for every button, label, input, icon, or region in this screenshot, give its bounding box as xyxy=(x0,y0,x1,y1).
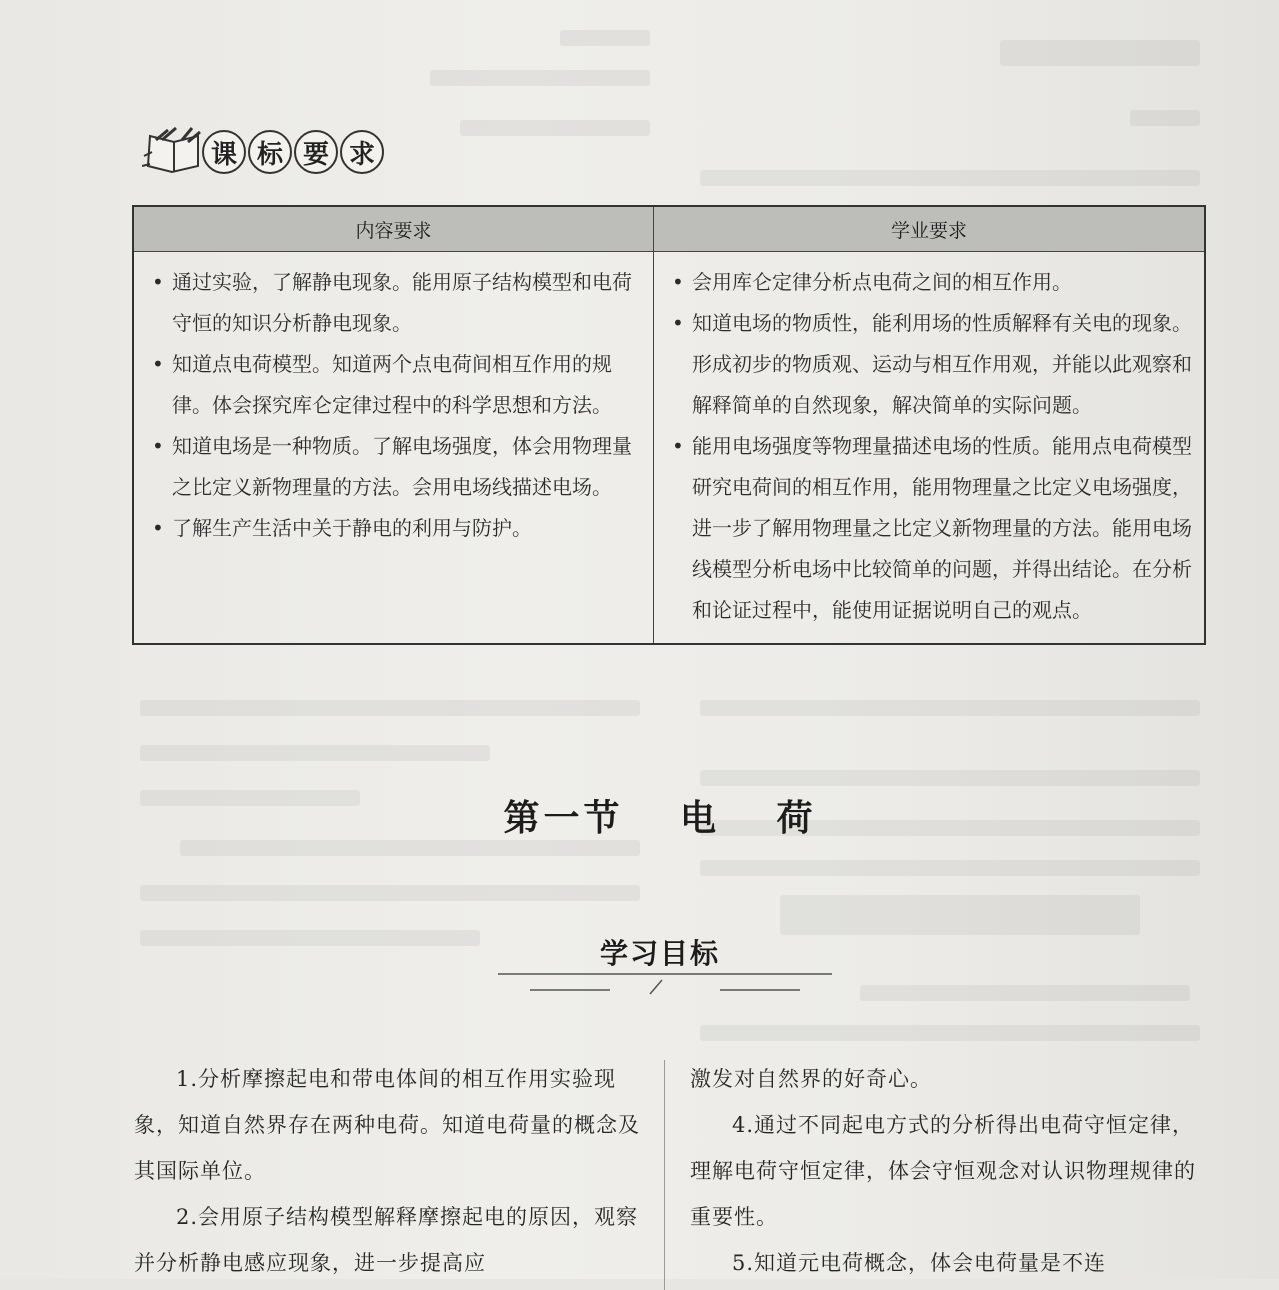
bleed-through-mark xyxy=(700,770,1200,786)
bleed-through-mark xyxy=(430,70,650,86)
bleed-through-mark xyxy=(700,1025,1200,1041)
list-item xyxy=(672,426,1192,631)
title-underline-decoration xyxy=(490,968,840,998)
list-item xyxy=(672,262,1192,303)
academic-requirements-cell xyxy=(654,252,1206,645)
column-divider xyxy=(664,1060,665,1290)
section-title: 第一节 电 荷 xyxy=(503,798,817,839)
header-char: 求 xyxy=(340,130,384,174)
bullet: • xyxy=(152,434,164,458)
open-book-icon xyxy=(142,126,204,176)
content-requirements-header: 内容要求 xyxy=(133,206,654,252)
goal-paragraph: 4.通过不同起电方式的分析得出电荷守恒定律，理解电荷守恒定律，体会守恒观念对认识物理规律的重要性。 xyxy=(690,1113,1196,1229)
item-text: 会用库仑定律分析点电荷之间的相互作用。 xyxy=(692,270,1072,294)
bleed-through-mark xyxy=(860,985,1190,1001)
goal-paragraph: 5.知道元电荷概念，体会电荷量是不连 xyxy=(732,1251,1107,1275)
goal-paragraph: 1.分析摩擦起电和带电体间的相互作用实验现象，知道自然界存在两种电荷。知道电荷量的概念及其国际单位。 xyxy=(134,1067,640,1183)
list-item xyxy=(152,344,641,426)
header-char: 课 xyxy=(202,130,246,174)
bullet: • xyxy=(152,516,164,540)
item-text: 能用电场强度等物理量描述电场的性质。能用点电荷模型研究电荷间的相互作用，能用物理量之比定义电场强度，进一步了解用物理量之比定义新物理量的方法。能用电场线模型分析电场中比较简单的问题，并得出结论。在分析和论证过程中，能使用证据说明自己的观点。 xyxy=(692,434,1192,622)
bleed-through-mark xyxy=(180,840,640,856)
bullet: • xyxy=(152,352,164,376)
content-requirements-cell xyxy=(133,252,654,645)
bleed-through-mark xyxy=(140,700,640,716)
bleed-through-mark xyxy=(560,30,650,46)
list-item xyxy=(152,262,641,344)
goal-paragraph-continuation: 激发对自然界的好奇心。 xyxy=(690,1067,932,1091)
bleed-through-mark xyxy=(700,700,1200,716)
goal-paragraph: 2.会用原子结构模型解释摩擦起电的原因，观察并分析静电感应现象，进一步提高应 xyxy=(134,1205,639,1275)
academic-requirements-header: 学业要求 xyxy=(654,206,1206,252)
table-header-row xyxy=(133,206,1205,252)
item-text: 知道点电荷模型。知道两个点电荷间相互作用的规律。体会探究库仑定律过程中的科学思想和方法。 xyxy=(172,352,612,417)
item-text: 了解生产生活中关于静电的利用与防护。 xyxy=(172,516,532,540)
bullet: • xyxy=(672,434,684,458)
bullet: • xyxy=(152,270,164,294)
requirements-table xyxy=(132,205,1206,645)
bleed-through-mark xyxy=(140,745,490,761)
bleed-through-mark xyxy=(1130,110,1200,126)
bleed-through-mark xyxy=(780,895,1140,935)
goals-right-column xyxy=(690,1056,1210,1286)
item-text: 知道电场是一种物质。了解电场强度，体会用物理量之比定义新物理量的方法。会用电场线描述电场。 xyxy=(172,434,632,499)
header-char: 标 xyxy=(248,130,292,174)
goals-left-column xyxy=(134,1056,644,1286)
learning-goals-title: 学习目标 xyxy=(599,937,720,970)
list-item xyxy=(672,303,1192,426)
list-item xyxy=(152,426,641,508)
bullet: • xyxy=(672,311,684,335)
bleed-through-mark xyxy=(700,860,1200,876)
list-item xyxy=(152,508,641,549)
bleed-through-mark xyxy=(140,885,640,901)
table-row xyxy=(133,252,1205,645)
item-text: 通过实验，了解静电现象。能用原子结构模型和电荷守恒的知识分析静电现象。 xyxy=(172,270,632,335)
header-char: 要 xyxy=(294,130,338,174)
item-text: 知道电场的物质性，能利用场的性质解释有关电的现象。形成初步的物质观、运动与相互作用观，并能以此观察和解释简单的自然现象，解决简单的实际问题。 xyxy=(692,311,1192,417)
bleed-through-mark xyxy=(460,120,650,136)
standards-header xyxy=(138,122,398,182)
bleed-through-mark xyxy=(1000,40,1200,66)
standards-header-title xyxy=(202,130,384,174)
bullet: • xyxy=(672,270,684,294)
bleed-through-mark xyxy=(700,170,1200,186)
